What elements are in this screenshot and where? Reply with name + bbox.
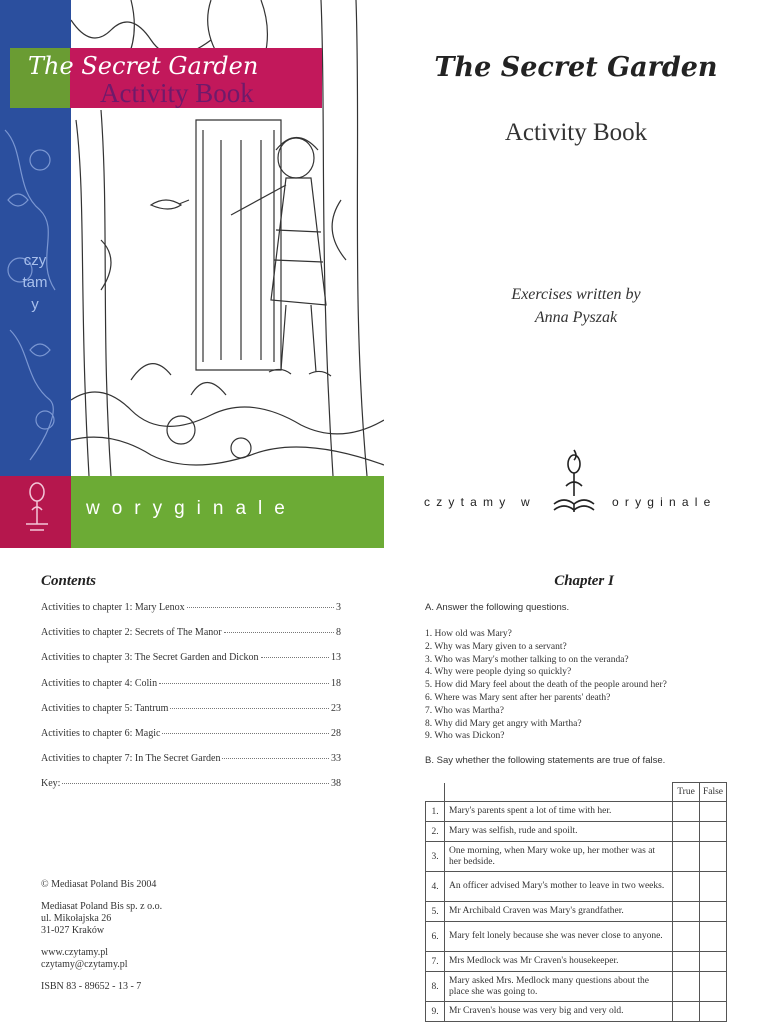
table-row — [426, 802, 727, 822]
true-answer-cell[interactable] — [673, 802, 700, 822]
statement-number: 5. — [426, 902, 445, 922]
toc-item-page: 38 — [331, 778, 341, 790]
table-of-contents — [41, 602, 341, 804]
false-column-header: False — [700, 783, 727, 802]
table-header-row — [426, 783, 727, 802]
false-answer-cell[interactable] — [700, 842, 727, 872]
isbn-line: ISBN 83 - 89652 - 13 - 7 — [41, 981, 142, 992]
table-row — [426, 842, 727, 872]
toc-item-label: Activities to chapter 6: Magic — [41, 727, 161, 739]
toc-item[interactable] — [41, 602, 341, 627]
false-answer-cell[interactable] — [700, 902, 727, 922]
statement-text: Mary was selfish, rude and spoilt. — [445, 822, 673, 842]
cover-title: The Secret Garden — [28, 52, 259, 80]
title-page-title: The Secret Garden — [434, 52, 718, 83]
table-row — [426, 902, 727, 922]
true-answer-cell[interactable] — [673, 972, 700, 1002]
cover-band-text: woryginale — [86, 498, 297, 519]
publisher-logo-text-right: oryginale — [612, 495, 717, 509]
statement-text: Mary's parents spent a lot of time with her. — [445, 802, 673, 822]
true-answer-cell[interactable] — [673, 922, 700, 952]
false-answer-cell[interactable] — [700, 872, 727, 902]
toc-item[interactable] — [41, 703, 341, 728]
statement-number: 4. — [426, 872, 445, 902]
toc-leader — [159, 683, 329, 684]
false-answer-cell[interactable] — [700, 922, 727, 952]
statement-text: Mary felt lonely because she was never close to anyone. — [445, 922, 673, 952]
statement-number: 7. — [426, 952, 445, 972]
address-line: 31-027 Kraków — [41, 925, 105, 936]
question-item: 2. Why was Mary given to a servant? — [425, 641, 567, 652]
toc-item-label: Activities to chapter 3: The Secret Garden and Dickon — [41, 652, 259, 664]
toc-item[interactable] — [41, 728, 341, 753]
statement-text: Mr Craven's house was very big and very old. — [445, 1002, 673, 1022]
false-answer-cell[interactable] — [700, 822, 727, 842]
true-answer-cell[interactable] — [673, 902, 700, 922]
true-false-table — [425, 782, 727, 1022]
question-item: 4. Why were people dying so quickly? — [425, 667, 572, 678]
author-credit-line: Exercises written by — [511, 286, 641, 303]
true-answer-cell[interactable] — [673, 1002, 700, 1022]
toc-item-label: Activities to chapter 7: In The Secret Garden — [41, 753, 221, 765]
address-line: ul. Mikołajska 26 — [41, 913, 112, 924]
toc-leader — [162, 733, 329, 734]
publisher-logo-text-left: czytamy w — [424, 495, 536, 509]
statement-number: 3. — [426, 842, 445, 872]
true-column-header: True — [673, 783, 700, 802]
address-line: Mediasat Poland Bis sp. z o.o. — [41, 901, 163, 912]
toc-item[interactable] — [41, 753, 341, 778]
exercise-a-instruction: A. Answer the following questions. — [425, 602, 570, 613]
question-item: 6. Where was Mary sent after her parents' death? — [425, 692, 611, 703]
statement-number: 9. — [426, 1002, 445, 1022]
book-lamp-logo-icon — [552, 448, 596, 516]
toc-item[interactable] — [41, 652, 341, 677]
email-link[interactable]: czytamy@czytamy.pl — [41, 959, 128, 970]
statement-number: 8. — [426, 972, 445, 1002]
table-row — [426, 922, 727, 952]
toc-leader — [222, 758, 329, 759]
statement-number: 2. — [426, 822, 445, 842]
toc-leader — [187, 607, 334, 608]
toc-item[interactable] — [41, 678, 341, 703]
true-answer-cell[interactable] — [673, 952, 700, 972]
spine-brand-text: czytamy — [22, 252, 48, 313]
table-row — [426, 872, 727, 902]
false-answer-cell[interactable] — [700, 952, 727, 972]
statement-number: 1. — [426, 802, 445, 822]
toc-item-page: 3 — [336, 602, 341, 613]
toc-item-page: 23 — [331, 702, 341, 714]
toc-item-label: Activities to chapter 4: Colin — [41, 677, 158, 689]
statement-text: Mrs Medlock was Mr Craven's housekeeper. — [445, 952, 673, 972]
cover-subtitle: Activity Book — [100, 78, 254, 108]
question-item: 8. Why did Mary get angry with Martha? — [425, 718, 582, 729]
website-link[interactable]: www.czytamy.pl — [41, 947, 109, 958]
toc-item-label: Key: — [41, 778, 61, 790]
statement-text: An officer advised Mary's mother to leave in two weeks. — [445, 872, 673, 902]
question-item: 1. How old was Mary? — [425, 629, 512, 639]
author-name: Anna Pyszak — [534, 309, 618, 326]
toc-item-page: 33 — [331, 753, 341, 765]
toc-item-label: Activities to chapter 1: Mary Lenox — [41, 602, 185, 613]
copyright-line: © Mediasat Poland Bis 2004 — [41, 879, 157, 890]
toc-leader — [224, 632, 334, 633]
statement-text: Mary asked Mrs. Medlock many questions about the place she was going to. — [445, 972, 673, 1002]
toc-item-label: Activities to chapter 2: Secrets of The Manor — [41, 627, 222, 639]
contents-heading: Contents — [41, 573, 97, 589]
statement-number: 6. — [426, 922, 445, 952]
question-item: 5. How did Mary feel about the death of the people around her? — [425, 680, 667, 691]
exercise-b-instruction: B. Say whether the following statements are true of false. — [425, 755, 666, 766]
question-item: 3. Who was Mary's mother talking to on the veranda? — [425, 654, 629, 665]
false-answer-cell[interactable] — [700, 1002, 727, 1022]
question-list — [425, 628, 667, 743]
true-answer-cell[interactable] — [673, 842, 700, 872]
table-row — [426, 822, 727, 842]
toc-leader — [261, 657, 329, 658]
toc-item-page: 8 — [336, 627, 341, 639]
false-answer-cell[interactable] — [700, 802, 727, 822]
question-item: 9. Who was Dickon? — [425, 731, 505, 742]
imprint-block — [41, 879, 162, 993]
false-answer-cell[interactable] — [700, 972, 727, 1002]
statement-text: Mr Archibald Craven was Mary's grandfather. — [445, 902, 673, 922]
toc-item-label: Activities to chapter 5: Tantrum — [41, 702, 169, 714]
toc-item[interactable] — [41, 627, 341, 652]
lamp-icon — [20, 480, 54, 540]
toc-item[interactable] — [41, 778, 341, 803]
question-item: 7. Who was Martha? — [425, 705, 504, 716]
table-row — [426, 972, 727, 1002]
statement-text: One morning, when Mary woke up, her mother was at her bedside. — [445, 842, 673, 872]
toc-item-page: 13 — [331, 652, 341, 664]
true-answer-cell[interactable] — [673, 822, 700, 842]
book-cover — [0, 0, 384, 548]
true-answer-cell[interactable] — [673, 872, 700, 902]
table-row — [426, 952, 727, 972]
toc-item-page: 18 — [331, 677, 341, 689]
title-page-subtitle: Activity Book — [504, 119, 648, 146]
table-row — [426, 1002, 727, 1022]
toc-item-page: 28 — [331, 727, 341, 739]
chapter-heading: Chapter I — [554, 573, 614, 589]
toc-leader — [170, 708, 329, 709]
toc-leader — [62, 783, 329, 784]
